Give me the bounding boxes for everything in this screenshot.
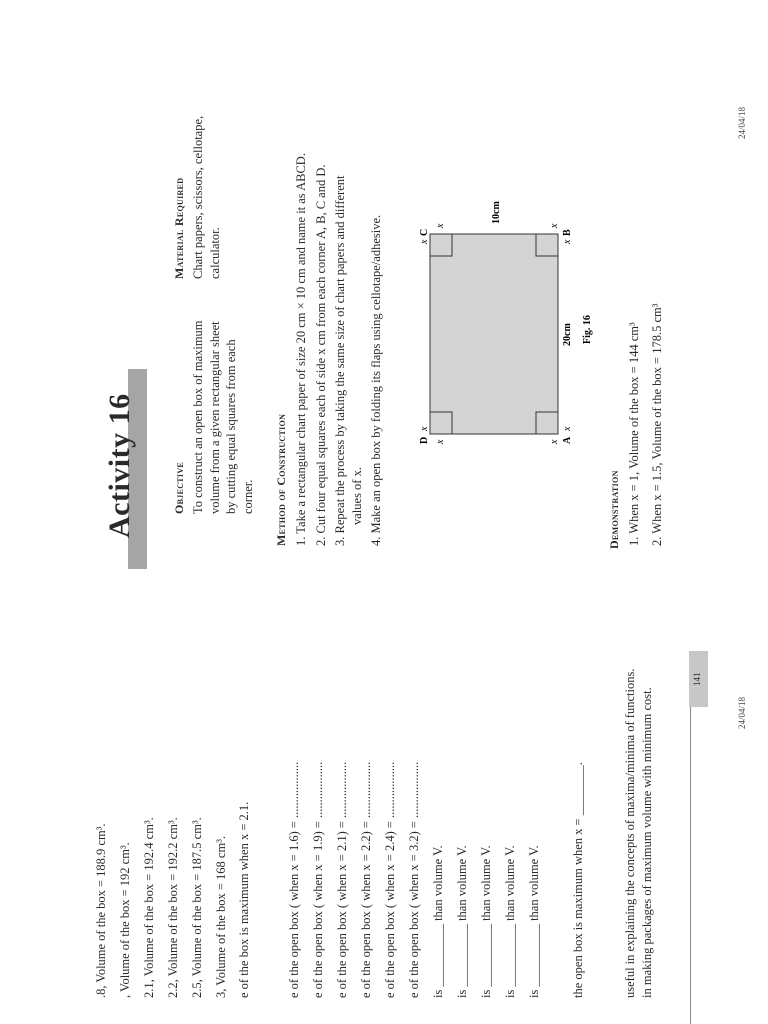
side-label-x: x xyxy=(435,223,446,228)
material-heading: Material Required xyxy=(172,177,186,279)
prev-observation-4: e of the open box ( when x = 2.2) = .................. xyxy=(359,761,373,998)
width-label: 20cm xyxy=(562,323,573,346)
prev-volume-line-4: 2.2, Volume of the box = 192.2 cm³. xyxy=(166,817,180,998)
prev-observation-5: e of the open box ( when x = 2.4) = .................. xyxy=(383,761,397,998)
step-3: 3. Repeat the process by taking the same size of chart papers and different xyxy=(333,175,347,546)
side-label-x: x xyxy=(419,239,430,244)
step-1: 1. Take a rectangular chart paper of size 20 cm × 10 cm and name it as ABCD. xyxy=(294,153,308,546)
method-heading: Method of Construction xyxy=(274,413,288,546)
objective-line: corner. xyxy=(240,479,255,514)
objective-heading: Objective xyxy=(172,461,186,514)
prev-page-date: 24/04/18 xyxy=(737,696,747,729)
side-label-x: x xyxy=(435,439,446,444)
page-number: 141 xyxy=(692,672,702,686)
prev-observation-2: e of the open box ( when x = 1.9) = .................. xyxy=(311,761,325,998)
step-2: 2. Cut four equal squares each of side x cm from each corner A, B, C and D. xyxy=(313,164,328,546)
prev-volume-line-6: 3, Volume of the box = 168 cm³. xyxy=(214,835,228,998)
corner-label-b: B xyxy=(562,229,573,236)
step-3-continued: values of x. xyxy=(349,467,364,525)
side-label-x: x xyxy=(549,223,560,228)
prev-comparison-2: is __________ than volume V. xyxy=(455,845,469,998)
prev-comparison-5: is __________ than volume V. xyxy=(527,845,541,998)
corner-label-d: D xyxy=(419,436,430,444)
prev-application-1: useful in explaining the concepts of maxima/minima of functions. xyxy=(623,668,637,998)
footer-rule xyxy=(690,694,691,1024)
corner-label-a: A xyxy=(562,436,573,444)
page-title: Activity 16 xyxy=(103,393,136,538)
prev-application-2: in making packages of maximum volume with minimum cost. xyxy=(640,687,654,998)
corner-label-c: C xyxy=(419,228,430,236)
prev-result: the open box is maximum when x = ________. xyxy=(571,762,585,998)
prev-comparison-3: is __________ than volume V. xyxy=(479,845,493,998)
objective-line: To construct an open box of maximum xyxy=(191,320,205,514)
material-text xyxy=(190,116,223,279)
prev-observation-6: e of the open box ( when x = 3.2) = .................. xyxy=(407,761,421,998)
method-steps xyxy=(293,153,385,546)
side-label-x: x xyxy=(549,439,560,444)
prev-observation-1: e of the open box ( when x = 1.6) = .................. xyxy=(287,761,301,998)
demonstration-heading: Demonstration xyxy=(607,470,621,549)
figure-caption: Fig. 16 xyxy=(582,315,593,344)
chart-paper-rect xyxy=(430,234,558,434)
prev-volume-line-2: , Volume of the box = 192 cm³. xyxy=(118,842,132,998)
objective-line: by cutting equal squares from each xyxy=(224,339,238,514)
side-label-x: x xyxy=(562,239,573,244)
figure-16 xyxy=(395,144,610,464)
material-line: Chart papers, scissors, cellotape, xyxy=(191,115,205,279)
prev-volume-line-1: .8, Volume of the box = 188.9 cm³. xyxy=(94,823,108,998)
side-label-x: x xyxy=(562,426,573,431)
prev-volume-line-3: 2.1, Volume of the box = 192.4 cm³. xyxy=(142,817,156,998)
demonstration-1: 1. When x = 1, Volume of the box = 144 cm³ xyxy=(627,322,641,546)
page-date: 24/04/18 xyxy=(737,106,747,139)
prev-volume-line-5: 2.5, Volume of the box = 187.5 cm³. xyxy=(190,817,204,998)
objective-text xyxy=(190,320,256,514)
demonstration-2: 2. When x = 1.5, Volume of the box = 178.5 cm³ xyxy=(649,303,664,546)
height-label: 10cm xyxy=(491,201,502,224)
material-line: calculator. xyxy=(207,227,222,279)
prev-observation-3: e of the open box ( when x = 2.1) = .................. xyxy=(335,761,349,998)
prev-comparison-1: is __________ than volume V. xyxy=(431,845,445,998)
side-label-x: x xyxy=(419,426,430,431)
step-4: 4. Make an open box by folding its flaps using cellotape/adhesive. xyxy=(369,214,383,546)
objective-line: volume from a given rectangular sheet xyxy=(207,321,222,514)
prev-comparison-4: is __________ than volume V. xyxy=(503,845,517,998)
prev-max-statement: e of the box is maximum when x = 2.1. xyxy=(237,801,251,998)
demonstration-text xyxy=(626,304,665,546)
